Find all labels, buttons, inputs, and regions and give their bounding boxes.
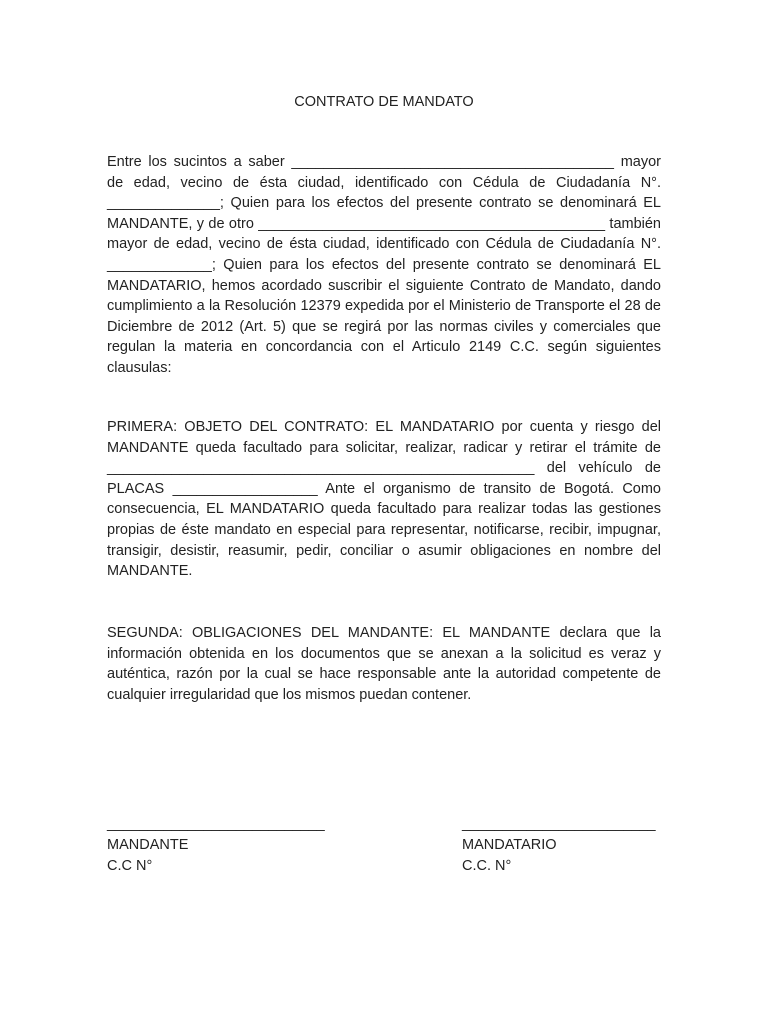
signature-id-label: C.C. N° xyxy=(462,858,512,874)
clause-primera: PRIMERA: OBJETO DEL CONTRATO: EL MANDATARIO por cuenta y riesgo del MANDANTE queda facultado para solicitar, realizar, radicar y retirar el trámite de _____________________________________________________ del vehículo de PLACAS __________________ Ante el organismo de transito de Bogotá. Como consecuencia, EL MANDATARIO queda facultado para realizar todas las gestiones propias de éste mandato en especial para representar, notificarse, recibir, impugnar, transigir, desistir, reasumir, pedir, conciliar o asumir obligaciones en nombre del MANDANTE. xyxy=(107,419,661,580)
signature-line: ___________________________ xyxy=(107,816,325,832)
document-title: CONTRATO DE MANDATO xyxy=(294,94,474,110)
signature-block-mandante xyxy=(107,814,325,877)
signature-line: ________________________ xyxy=(462,816,656,832)
clause-segunda: SEGUNDA: OBLIGACIONES DEL MANDANTE: EL MANDANTE declara que la información obtenida en los documentos que se anexan a la solicitud es veraz y auténtica, razón por la cual se hace responsable ante la autoridad competente de cualquier irregularidad que los mismos puedan contener. xyxy=(107,625,661,703)
signature-role: MANDATARIO xyxy=(462,837,557,853)
signature-block-mandatario xyxy=(462,814,656,877)
signature-role: MANDANTE xyxy=(107,837,189,853)
intro-paragraph: Entre los sucintos a saber ________________________________________ mayor de edad, vecino de ésta ciudad, identificado con Cédula de Ciudadanía N°. ______________; Quien para los efectos del presente contrato se denominará EL MANDANTE, y de otro ___________________________________________ también mayor de edad, vecino de ésta ciudad, identificado con Cédula de Ciudadanía N°. _____________; Quien para los efectos del presente contrato se denominará EL MANDATARIO, hemos acordado suscribir el siguiente Contrato de Mandato, dando cumplimiento a la Resolución 12379 expedida por el Ministerio de Transporte el 28 de Diciembre de 2012 (Art. 5) que se regirá por las normas civiles y comerciales que regulan la materia en concordancia con el Articulo 2149 C.C. según siguientes clausulas: xyxy=(107,154,661,376)
signature-id-label: C.C N° xyxy=(107,858,153,874)
